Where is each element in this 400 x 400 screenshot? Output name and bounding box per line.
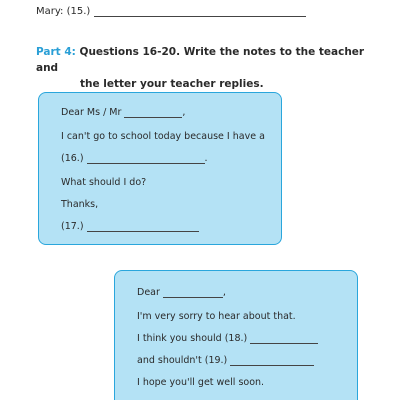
note1-teacher-name-blank[interactable] (124, 108, 182, 118)
question-17-label: (17.) (61, 221, 84, 232)
note1-line2-text: I can't go to school today because I have a (61, 131, 265, 142)
note2-greeting: Dear (137, 287, 160, 298)
note2-greeting-comma: , (222, 287, 226, 298)
question-17-row (61, 221, 199, 232)
question-16-label: (16.) (61, 153, 84, 164)
question-15-blank[interactable] (94, 6, 306, 17)
note1-signoff: Thanks, (61, 199, 99, 210)
question-16-period: . (204, 153, 208, 164)
question-19-row (137, 355, 314, 366)
note1-line2 (61, 131, 265, 142)
question-18-row (137, 333, 318, 344)
note1-greeting-row (61, 107, 185, 118)
question-15-row (36, 6, 306, 17)
part-4-instruction-line1: Questions 16-20. Write the notes to the teacher and (36, 46, 365, 74)
question-18-label: I think you should (18.) (137, 333, 248, 344)
question-16-row (61, 153, 208, 164)
part-4-instruction-line2: the letter your teacher replies. (80, 78, 264, 90)
note-to-teacher-box (38, 92, 282, 245)
note2-line5 (137, 377, 264, 388)
question-17-blank[interactable] (87, 222, 199, 232)
note2-line2-text: I'm very sorry to hear about that. (137, 311, 296, 322)
note1-line4-text: What should I do? (61, 177, 147, 188)
question-19-blank[interactable] (230, 356, 314, 366)
note2-greeting-row (137, 287, 226, 298)
question-16-blank[interactable] (87, 154, 205, 164)
question-19-label: and shouldn't (19.) (137, 355, 228, 366)
note1-line4 (61, 177, 146, 188)
part-4-label: Part 4: (36, 46, 76, 58)
question-15-label: Mary: (15.) (36, 6, 91, 17)
question-18-blank[interactable] (250, 334, 318, 344)
part-4-heading (36, 44, 376, 92)
note2-line5-text: I hope you'll get well soon. (137, 377, 265, 388)
note2-line2 (137, 311, 296, 322)
teacher-reply-box (114, 270, 358, 400)
note2-student-name-blank[interactable] (163, 288, 223, 298)
note1-greeting-comma: , (182, 107, 186, 118)
note1-line5 (61, 199, 98, 210)
note1-greeting: Dear Ms / Mr (61, 107, 122, 118)
